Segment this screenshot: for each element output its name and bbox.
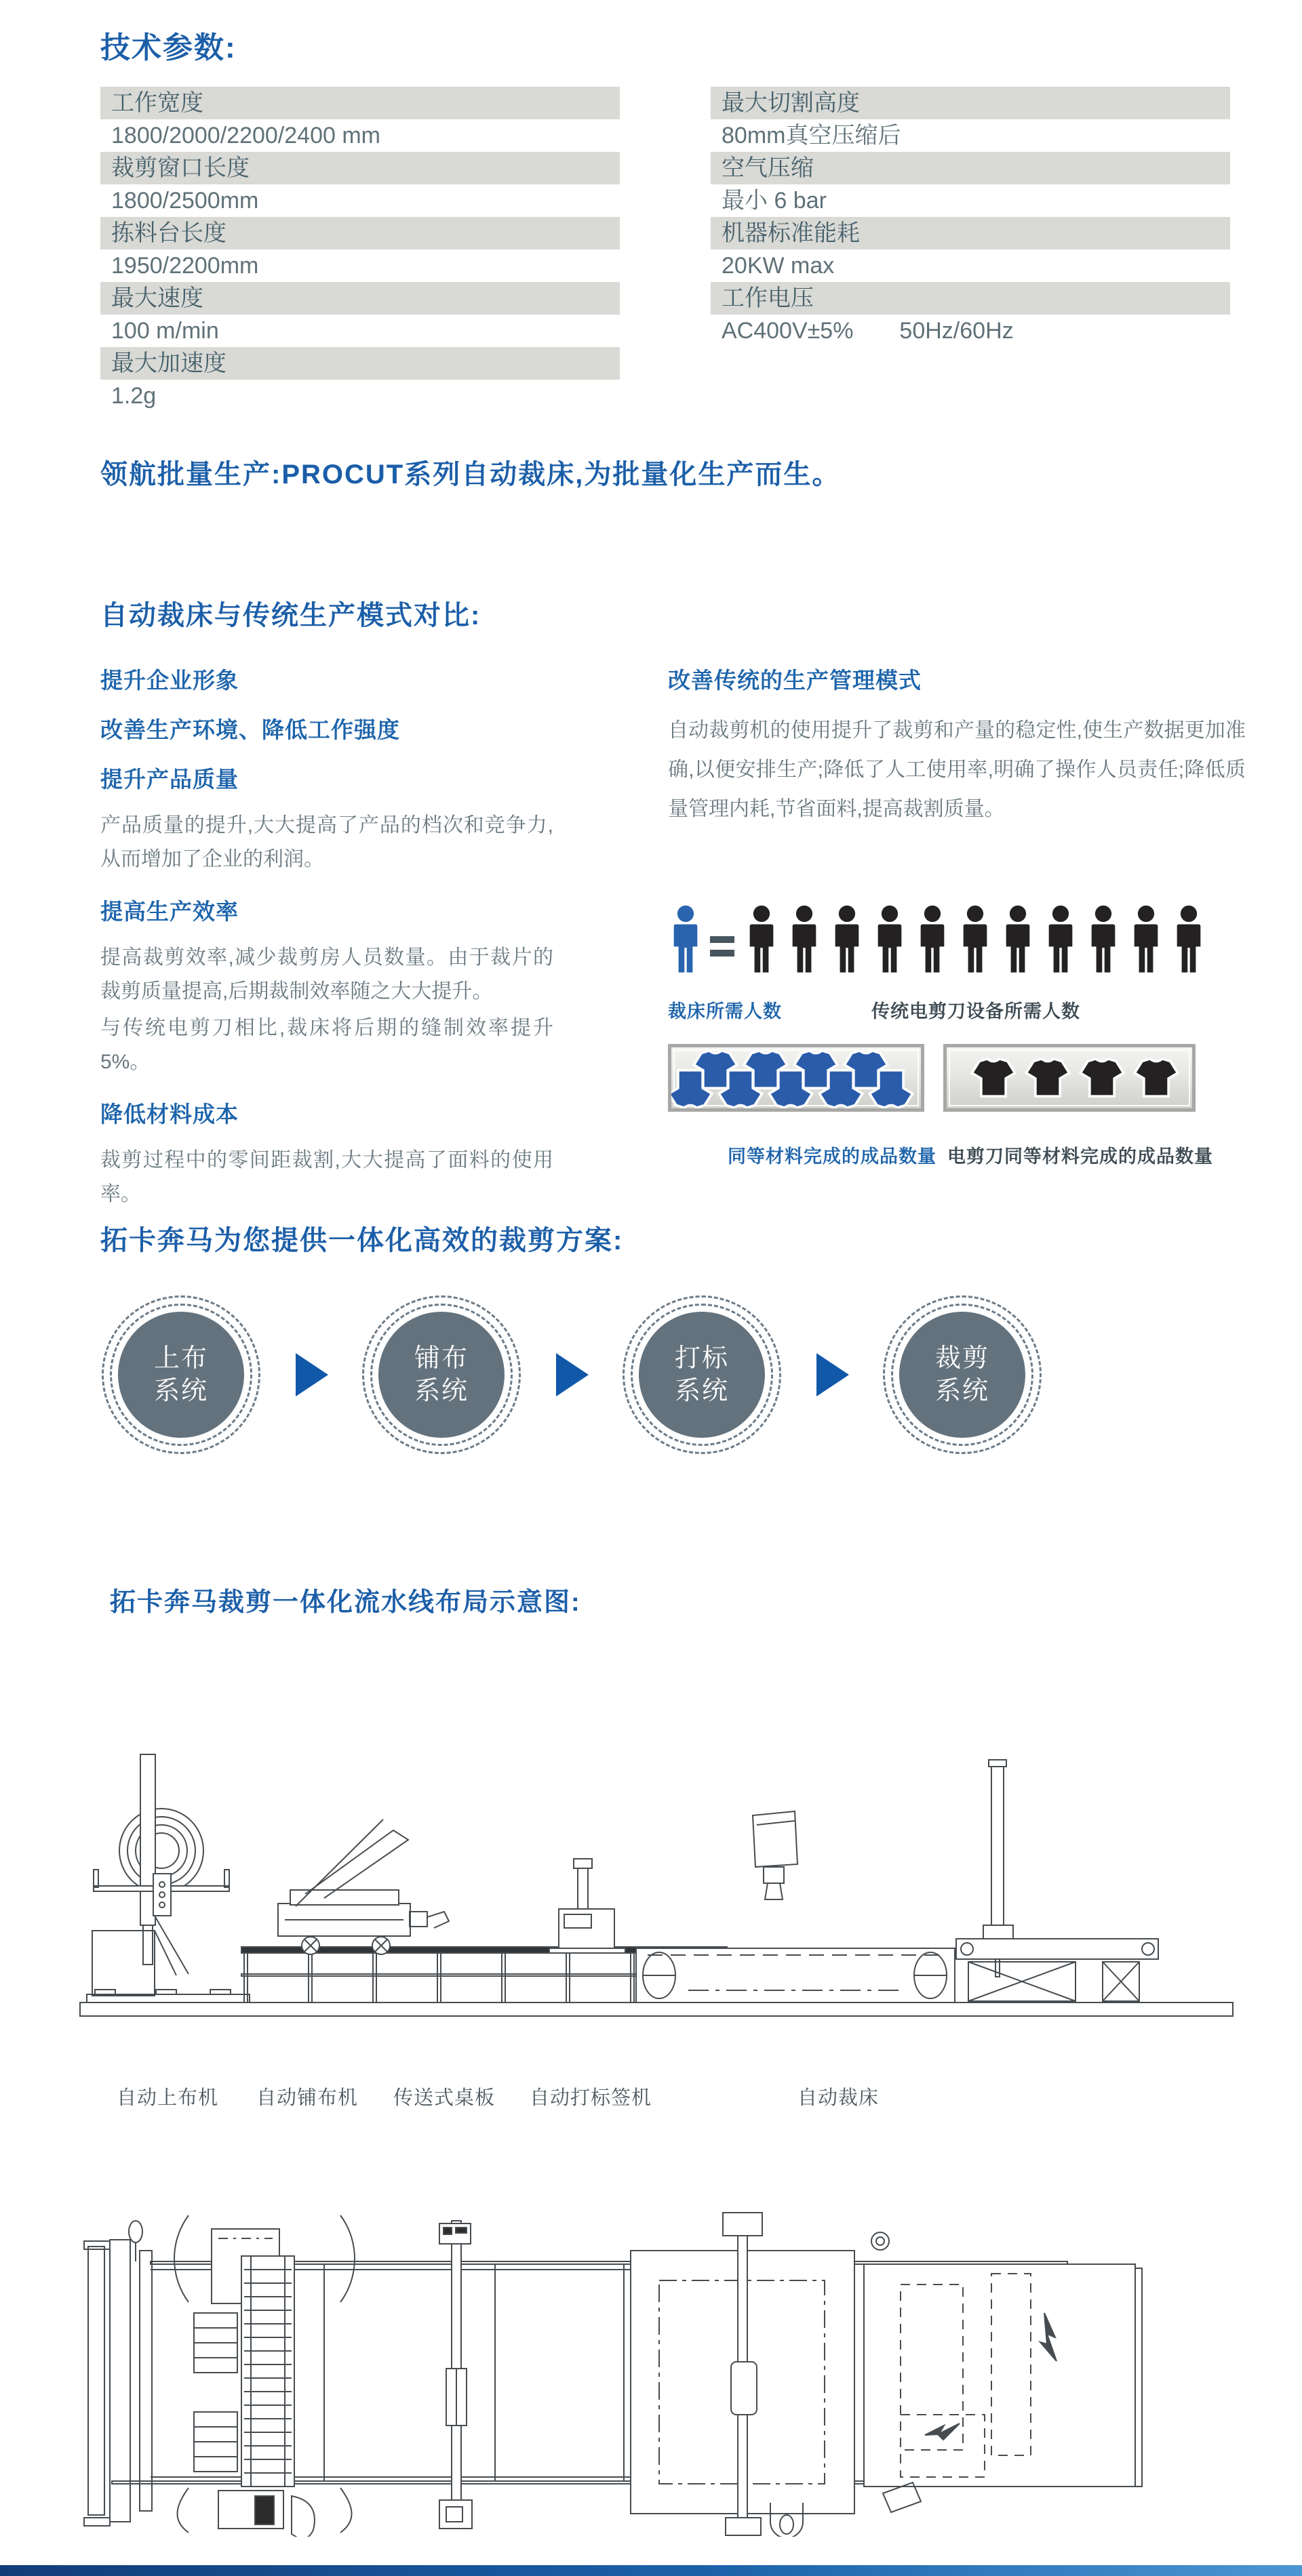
solution-step-label: 铺布 系统 — [378, 1312, 505, 1438]
spec-label-right-0: 最大切割高度 — [711, 87, 1230, 119]
compare-left-para-3-0: 提高裁剪效率,减少裁剪房人员数量。由于裁片的裁剪质量提高,后期裁制效率随之大大提升。 — [100, 946, 553, 1003]
person-icon — [1043, 903, 1078, 976]
cutter-people-label: 裁床所需人数 — [668, 1001, 782, 1022]
tshirt-icon — [867, 1069, 915, 1108]
tshirt-icon — [767, 1069, 814, 1108]
spec-table-right — [711, 87, 1230, 347]
compare-left-para-2-0: 产品质量的提升,大大提高了产品的档次和竞争力,从而增加了企业的利润。 — [100, 814, 553, 870]
compare-left-item — [100, 762, 553, 877]
offload-table — [864, 2232, 1142, 2512]
compare-left-item — [100, 663, 553, 695]
procut-headline: 领航批量生产:PROCUT系列自动裁床,为批量化生产而生。 — [100, 460, 841, 489]
solution-step-label: 上布 系统 — [118, 1312, 244, 1438]
person-icon — [829, 903, 865, 976]
loader-rails — [84, 2221, 152, 2526]
people-comparison-graphic — [668, 900, 1214, 976]
solution-steps-flow — [100, 1295, 1158, 1465]
marker-gantry — [439, 2221, 472, 2529]
compare-right-body: 自动裁剪机的使用提升了裁剪和产量的稳定性,使生产数据更加准确,以便安排生产;降低了人工使用率,明确了操作人员责任;降低质量管理内耗,节省面料,提高裁割质量。 — [668, 719, 1246, 820]
compare-left-heading-0: 提升企业形象 — [100, 668, 239, 693]
spec-value-left-4: 1.2g — [100, 380, 620, 412]
labeling-head — [753, 1811, 797, 1899]
machine-label-0: 自动上布机 — [117, 2087, 219, 2109]
compare-left-heading-1: 改善生产环境、降低工作强度 — [100, 717, 400, 742]
shirts-cutter-label: 同等材料完成的成品数量 — [728, 1146, 936, 1167]
spec-label-left-4: 最大加速度 — [100, 347, 620, 380]
spec-value-left-1: 1800/2500mm — [100, 184, 620, 217]
person-icon — [872, 903, 907, 976]
spec-value-left-2: 1950/2200mm — [100, 249, 620, 282]
shirts-traditional-label: 电剪刀同等材料完成的成品数量 — [947, 1146, 1213, 1167]
arrow-right-icon — [816, 1353, 849, 1396]
person-icon — [915, 903, 950, 976]
solution-step-3 — [883, 1295, 1042, 1454]
compare-right-column — [668, 663, 1251, 1178]
marker-device — [549, 1859, 625, 1953]
machine-label-3: 自动打标签机 — [530, 2087, 652, 2109]
solution-step-label: 裁剪 系统 — [899, 1312, 1025, 1438]
person-icon — [958, 903, 993, 976]
person-icon — [1171, 903, 1206, 976]
spec-label-right-3: 工作电压 — [711, 282, 1230, 315]
solution-step-2 — [623, 1295, 781, 1454]
spec-label-right-2: 机器标准能耗 — [711, 217, 1230, 249]
tshirt-icon — [1078, 1058, 1126, 1098]
machine-label-2: 传送式桌板 — [393, 2087, 496, 2109]
compare-left-heading-2: 提升产品质量 — [100, 767, 239, 792]
spec-label-left-2: 拣料台长度 — [100, 217, 620, 249]
solution-title: 拓卡奔马为您提供一体化高效的裁剪方案: — [100, 1226, 624, 1255]
person-icon — [1128, 903, 1164, 976]
solution-step-0 — [102, 1295, 260, 1454]
spec-table-left — [100, 87, 620, 412]
spec-label-left-3: 最大速度 — [100, 282, 620, 315]
takeoff-conveyor — [956, 1939, 1158, 2001]
shirts-panel-traditional — [943, 1044, 1196, 1112]
machine-label-1: 自动铺布机 — [256, 2087, 359, 2109]
tshirt-icon — [1132, 1058, 1180, 1098]
spec-value-right-1: 最小 6 bar — [711, 184, 1230, 217]
solution-step-label: 打标 系统 — [639, 1312, 765, 1438]
cutter-area — [631, 2213, 854, 2537]
spec-label-left-1: 裁剪窗口长度 — [100, 152, 620, 184]
spec-value-left-0: 1800/2000/2200/2400 mm — [100, 119, 620, 152]
spec-value-left-3: 100 m/min — [100, 315, 620, 347]
tshirt-icon — [668, 1069, 714, 1108]
spec-value-right-0: 80mm真空压缩后 — [711, 119, 1230, 152]
shirts-panel-cutter — [668, 1044, 924, 1112]
production-line-top-view-diagram — [75, 2211, 1248, 2537]
equals-sign — [710, 926, 734, 967]
arrow-right-icon — [556, 1353, 589, 1396]
compare-left-heading-3: 提高生产效率 — [100, 899, 239, 924]
spec-label-left-0: 工作宽度 — [100, 87, 620, 119]
compare-left-item — [100, 712, 553, 744]
person-icon — [1000, 903, 1035, 976]
compare-left-column — [100, 663, 553, 1229]
machine-labels-row — [0, 2082, 1302, 2110]
person-icon — [787, 903, 822, 976]
person-icon — [1086, 903, 1121, 976]
solution-step-1 — [362, 1295, 521, 1454]
spec-value-right-2: 20KW max — [711, 249, 1230, 282]
ground-line — [80, 2003, 1233, 2016]
bottom-accent-bar — [0, 2565, 1302, 2576]
spec-label-right-1: 空气压缩 — [711, 152, 1230, 184]
tshirt-icon — [717, 1069, 764, 1108]
arrow-right-icon — [296, 1353, 328, 1396]
production-line-side-view-diagram — [75, 1750, 1248, 2042]
compare-title: 自动裁床与传统生产模式对比: — [100, 601, 481, 630]
person-icon — [668, 903, 703, 976]
compare-left-item — [100, 894, 553, 1079]
compare-left-item — [100, 1097, 553, 1211]
layout-diagram-title: 拓卡奔马裁剪一体化流水线布局示意图: — [110, 1588, 581, 1617]
spec-value-right-3: AC400V±5% 50Hz/60Hz — [711, 315, 1230, 347]
tshirt-icon — [970, 1058, 1017, 1098]
compare-left-heading-4: 降低材料成本 — [100, 1102, 239, 1127]
compare-left-para-4-0: 裁剪过程中的零间距裁割,大大提高了面料的使用率。 — [100, 1149, 553, 1205]
traditional-people-label: 传统电剪刀设备所需人数 — [871, 1001, 1080, 1022]
compare-left-para-3-1: 与传统电剪刀相比,裁床将后期的缝制效率提升5%。 — [100, 1017, 553, 1073]
tech-params-title: 技术参数: — [100, 31, 237, 64]
spreader-machine — [278, 1819, 449, 1954]
compare-right-heading: 改善传统的生产管理模式 — [668, 668, 922, 693]
person-icon — [744, 903, 779, 976]
machine-label-4: 自动裁床 — [797, 2087, 880, 2109]
tshirt-icon — [1024, 1058, 1071, 1098]
tshirt-icon — [817, 1069, 865, 1108]
cutter-conveyor — [636, 1948, 955, 2003]
